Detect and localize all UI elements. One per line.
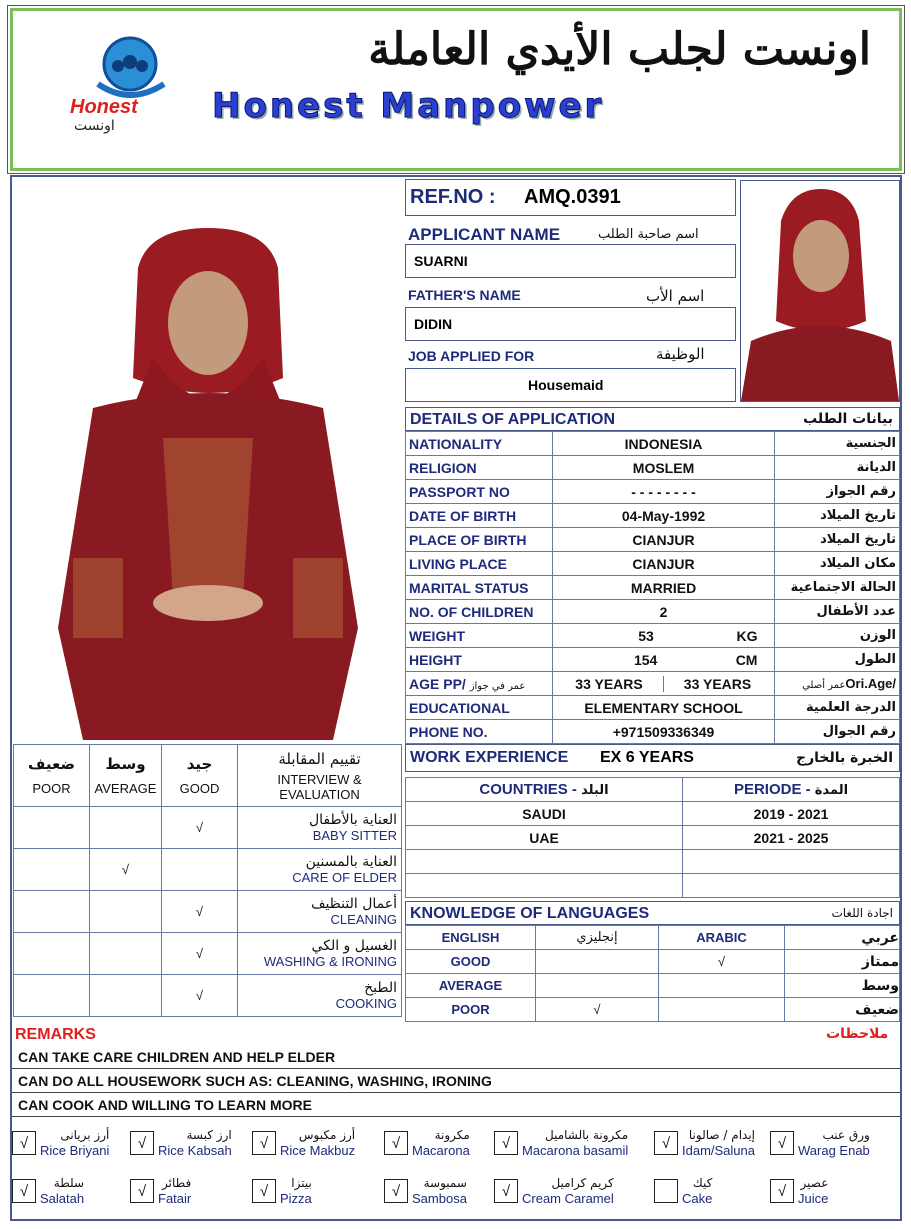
- arabic-header-arabic: عربي: [785, 926, 900, 950]
- food-item: [12, 1128, 128, 1158]
- eval-poor-check: [14, 849, 90, 891]
- detail-label-arabic: الجنسية: [775, 432, 900, 456]
- detail-label: PASSPORT NO: [406, 480, 553, 504]
- father-label-arabic: اسم الأب: [646, 287, 705, 305]
- details-row: [406, 720, 900, 744]
- ref-label: REF.NO :: [410, 186, 496, 208]
- language-level: GOOD: [406, 950, 536, 974]
- food-item: [384, 1176, 488, 1206]
- food-name: Cream Caramel: [522, 1191, 614, 1206]
- detail-label: MARITAL STATUS: [406, 576, 553, 600]
- detail-label-arabic: الديانة: [775, 456, 900, 480]
- eval-average-check: [90, 891, 162, 933]
- languages-table: [405, 925, 900, 1022]
- eval-average-check: [90, 933, 162, 975]
- language-level-arabic: ضعيف: [785, 998, 900, 1022]
- phone-value: +971509336349: [552, 720, 775, 744]
- height-value: 154 CM: [552, 648, 775, 672]
- job-field: [405, 368, 736, 402]
- details-row: [406, 456, 900, 480]
- remark-line: CAN COOK AND WILLING TO LEARN MORE: [12, 1093, 900, 1117]
- experience-row: [406, 850, 900, 874]
- detail-label: RELIGION: [406, 456, 553, 480]
- english-header-arabic: إنجليزي: [536, 926, 659, 950]
- language-row: [406, 998, 900, 1022]
- detail-label: NO. OF CHILDREN: [406, 600, 553, 624]
- work-experience-label: WORK EXPERIENCE: [410, 749, 569, 766]
- applicant-name-field: [405, 244, 736, 278]
- food-name: Rice Makbuz: [280, 1143, 356, 1158]
- detail-label-arabic: تاريخ الميلاد: [775, 528, 900, 552]
- eval-skill: أعمال التنظيف CLEANING: [238, 891, 402, 933]
- food-name-arabic: مكرونة بالشاميل: [545, 1128, 629, 1142]
- food-name: Sambosa: [412, 1191, 467, 1206]
- food-checkbox[interactable]: √: [770, 1179, 794, 1203]
- weight-value: 53 KG: [552, 624, 775, 648]
- food-name-arabic: سلطة: [53, 1176, 85, 1190]
- experience-country: UAE: [406, 826, 683, 850]
- remark-line: CAN DO ALL HOUSEWORK SUCH AS: CLEANING, WASHING, IRONING: [12, 1069, 900, 1093]
- food-name-arabic: ورق عنب: [822, 1128, 870, 1142]
- phone-label-arabic: رقم الجوال: [775, 720, 900, 744]
- food-item: [770, 1128, 882, 1158]
- age-values: 33 YEARS 33 YEARS: [552, 672, 775, 696]
- father-name: DIDIN: [414, 316, 453, 332]
- eval-good-check: √: [162, 975, 238, 1017]
- job-value: Housemaid: [528, 377, 604, 393]
- experience-row: [406, 874, 900, 898]
- eval-poor-check: [14, 975, 90, 1017]
- detail-value: CIANJUR: [552, 552, 775, 576]
- eval-poor-check: [14, 891, 90, 933]
- food-name: Rice Briyani: [40, 1143, 110, 1158]
- age-row: [406, 672, 900, 696]
- food-checkbox[interactable]: √: [494, 1131, 518, 1155]
- remarks-label: REMARKS: [15, 1026, 96, 1043]
- education-label: EDUCATIONAL: [406, 696, 553, 720]
- food-name: Macarona basamil: [522, 1143, 629, 1158]
- phone-label: PHONE NO.: [406, 720, 553, 744]
- languages-arabic: اجادة اللغات: [831, 906, 893, 920]
- food-item: [130, 1176, 248, 1206]
- height-label: HEIGHT: [406, 648, 553, 672]
- eval-poor-header: ضعيف POOR: [14, 745, 90, 807]
- detail-label: LIVING PLACE: [406, 552, 553, 576]
- arabic-check: √: [659, 950, 785, 974]
- food-checkbox[interactable]: √: [252, 1179, 276, 1203]
- food-item: [252, 1176, 380, 1206]
- detail-value: CIANJUR: [552, 528, 775, 552]
- food-name-arabic: بيتزا: [291, 1176, 312, 1190]
- eval-poor-check: [14, 807, 90, 849]
- arabic-header: ARABIC: [659, 926, 785, 950]
- eval-good-check: √: [162, 933, 238, 975]
- food-name-arabic: إيدام / صالونا: [688, 1128, 755, 1142]
- food-name: Idam/Saluna: [682, 1143, 755, 1158]
- ref-value: AMQ.0391: [524, 186, 621, 208]
- weight-label-arabic: الوزن: [775, 624, 900, 648]
- english-header: ENGLISH: [406, 926, 536, 950]
- eval-title-header: تقييم المقابلة INTERVIEW & EVALUATION: [238, 745, 402, 807]
- remarks-label-arabic: ملاحظات: [826, 1026, 889, 1042]
- food-name: Warag Enab: [798, 1143, 870, 1158]
- food-name: Juice: [798, 1191, 829, 1206]
- evaluation-row: [14, 933, 402, 975]
- ori-age-label: عمر أصليOri.Age/: [775, 672, 900, 696]
- food-name-arabic: عصير: [800, 1176, 829, 1190]
- details-row: [406, 624, 900, 648]
- applicant-label: APPLICANT NAME: [408, 225, 561, 244]
- detail-label: PLACE OF BIRTH: [406, 528, 553, 552]
- job-label: JOB APPLIED FOR: [408, 348, 535, 364]
- eval-skill: الغسيل و الكي WASHING & IRONING: [238, 933, 402, 975]
- food-name-arabic: كيك: [692, 1176, 713, 1190]
- eval-average-header: وسط AVERAGE: [90, 745, 162, 807]
- father-name-field: [405, 307, 736, 341]
- details-row: [406, 600, 900, 624]
- height-label-arabic: الطول: [775, 648, 900, 672]
- work-experience-arabic: الخبرة بالخارج: [796, 750, 893, 766]
- full-body-photo: [13, 178, 401, 740]
- detail-value: - - - - - - - -: [552, 480, 775, 504]
- portrait-photo: [740, 180, 900, 402]
- eval-good-header: جيد GOOD: [162, 745, 238, 807]
- food-checkbox[interactable]: √: [12, 1131, 36, 1155]
- eval-poor-check: [14, 933, 90, 975]
- food-item: [252, 1128, 380, 1158]
- food-checkbox[interactable]: √: [252, 1131, 276, 1155]
- food-item: [494, 1128, 650, 1158]
- evaluation-row: [14, 975, 402, 1017]
- periode-header: PERIODE - المدة: [683, 778, 900, 802]
- detail-label-arabic: الحالة الاجتماعية: [775, 576, 900, 600]
- experience-period: 2021 - 2025: [683, 826, 900, 850]
- detail-value: INDONESIA: [552, 432, 775, 456]
- countries-header: COUNTRIES - البلد: [406, 778, 683, 802]
- eval-average-check: [90, 975, 162, 1017]
- eval-skill: العناية بالمسنين CARE OF ELDER: [238, 849, 402, 891]
- food-name-arabic: أرز بريانى: [60, 1128, 110, 1142]
- evaluation-table: [13, 744, 402, 1017]
- evaluation-row: [14, 807, 402, 849]
- applicant-name: SUARNI: [414, 253, 468, 269]
- food-checkbox[interactable]: √: [130, 1179, 154, 1203]
- eval-average-check: [90, 807, 162, 849]
- detail-value: MARRIED: [552, 576, 775, 600]
- details-table: [405, 431, 900, 744]
- arabic-title: اونست لجلب الأيدي العاملة: [368, 24, 871, 75]
- applicant-label-arabic: اسم صاحبة الطلب: [598, 227, 699, 242]
- food-name: Salatah: [40, 1191, 85, 1206]
- english-title: Honest Manpower: [212, 86, 605, 126]
- eval-good-check: [162, 849, 238, 891]
- food-name-arabic: ارز كبسة: [186, 1128, 232, 1142]
- food-item: [654, 1176, 766, 1206]
- detail-label: NATIONALITY: [406, 432, 553, 456]
- food-checkbox[interactable]: √: [12, 1179, 36, 1203]
- detail-value: MOSLEM: [552, 456, 775, 480]
- food-item: [654, 1128, 766, 1158]
- father-label: FATHER'S NAME: [408, 287, 521, 303]
- details-row: [406, 504, 900, 528]
- experience-row: [406, 802, 900, 826]
- food-name-arabic: كريم كراميل: [551, 1176, 614, 1190]
- language-level-arabic: ممتاز: [785, 950, 900, 974]
- food-item: [130, 1128, 248, 1158]
- eval-good-check: √: [162, 807, 238, 849]
- details-row: [406, 432, 900, 456]
- food-name: Rice Kabsah: [158, 1143, 232, 1158]
- details-row: [406, 648, 900, 672]
- food-name-arabic: مكرونة: [434, 1128, 470, 1142]
- evaluation-row: [14, 849, 402, 891]
- food-checkbox[interactable]: √: [384, 1179, 408, 1203]
- english-check: √: [536, 998, 659, 1022]
- details-row: [406, 528, 900, 552]
- experience-row: [406, 826, 900, 850]
- experience-period: 2019 - 2021: [683, 802, 900, 826]
- food-name-arabic: فطائر: [162, 1176, 192, 1190]
- language-level-arabic: وسط: [785, 974, 900, 998]
- details-title-arabic: بيانات الطلب: [803, 411, 893, 427]
- education-value: ELEMENTARY SCHOOL: [552, 696, 775, 720]
- arabic-check: [659, 998, 785, 1022]
- details-row: [406, 576, 900, 600]
- eval-skill: الطبخ COOKING: [238, 975, 402, 1017]
- food-item: [494, 1176, 650, 1206]
- food-checkbox[interactable]: √: [770, 1131, 794, 1155]
- detail-label-arabic: عدد الأطفال: [775, 600, 900, 624]
- evaluation-row: [14, 891, 402, 933]
- details-header: [405, 407, 900, 431]
- details-row: [406, 696, 900, 720]
- english-check: [536, 950, 659, 974]
- food-checkbox[interactable]: √: [494, 1179, 518, 1203]
- job-label-arabic: الوظيفة: [656, 345, 705, 363]
- food-name: Macarona: [412, 1143, 470, 1158]
- ref-box: [405, 179, 736, 216]
- details-row: [406, 480, 900, 504]
- detail-value: 2: [552, 600, 775, 624]
- food-item: [770, 1176, 882, 1206]
- work-experience-value: EX 6 YEARS: [600, 749, 694, 766]
- english-check: [536, 974, 659, 998]
- food-name: Pizza: [280, 1191, 312, 1206]
- eval-good-check: √: [162, 891, 238, 933]
- food-name-arabic: سمبوسة: [423, 1176, 467, 1190]
- eval-average-check: √: [90, 849, 162, 891]
- food-name-arabic: أرز مكبوس: [298, 1128, 356, 1142]
- languages-label: KNOWLEDGE OF LANGUAGES: [410, 905, 650, 922]
- work-experience-header: [405, 744, 900, 772]
- weight-label: WEIGHT: [406, 624, 553, 648]
- age-label: AGE PP/ عمر في جواز: [406, 672, 553, 696]
- food-item: [12, 1176, 128, 1206]
- detail-label: DATE OF BIRTH: [406, 504, 553, 528]
- logo-text-arabic: اونست: [74, 118, 115, 134]
- eval-skill: العناية بالأطفال BABY SITTER: [238, 807, 402, 849]
- details-row: [406, 552, 900, 576]
- detail-label-arabic: تاريخ الميلاد: [775, 504, 900, 528]
- food-checkbox[interactable]: √: [654, 1131, 678, 1155]
- detail-label-arabic: مكان الميلاد: [775, 552, 900, 576]
- food-checkbox[interactable]: √: [384, 1131, 408, 1155]
- experience-country: SAUDI: [406, 802, 683, 826]
- education-label-arabic: الدرجة العلمية: [775, 696, 900, 720]
- food-item: [384, 1128, 488, 1158]
- arabic-check: [659, 974, 785, 998]
- food-checkbox[interactable]: [654, 1179, 678, 1203]
- language-level: POOR: [406, 998, 536, 1022]
- detail-label-arabic: رقم الجواز: [775, 480, 900, 504]
- experience-table: [405, 777, 900, 898]
- food-checkbox[interactable]: √: [130, 1131, 154, 1155]
- languages-header: [405, 901, 900, 925]
- remark-line: CAN TAKE CARE CHILDREN AND HELP ELDER: [12, 1045, 900, 1069]
- logo-text: Honest: [70, 96, 138, 118]
- language-row: [406, 950, 900, 974]
- remarks-list: [12, 1045, 900, 1117]
- language-level: AVERAGE: [406, 974, 536, 998]
- details-title: DETAILS OF APPLICATION: [410, 411, 616, 428]
- food-name: Fatair: [158, 1191, 192, 1206]
- food-name: Cake: [682, 1191, 713, 1206]
- detail-value: 04-May-1992: [552, 504, 775, 528]
- language-row: [406, 974, 900, 998]
